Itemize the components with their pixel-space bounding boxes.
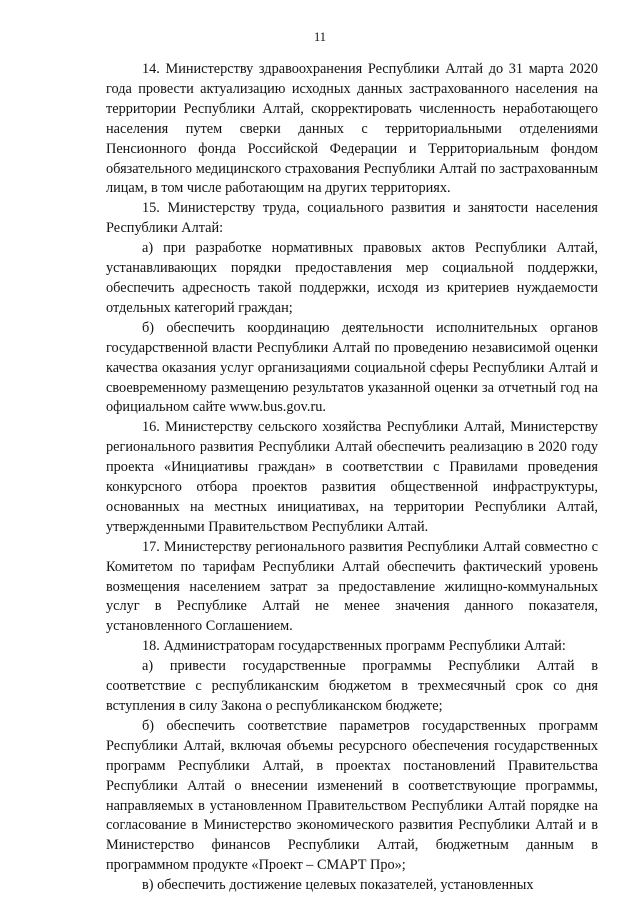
paragraph-18v: в) обеспечить достижение целевых показателей, установленных [142, 877, 534, 894]
paragraph-15: 15. Министерству труда, социального развития и занятости населения Республики Алтай: [106, 200, 598, 237]
paragraph-18: 18. Администраторам государственных программ Республики Алтай: [142, 638, 566, 655]
paragraph-14: 14. Министерству здравоохранения Республики Алтай до 31 марта 2020 года провести актуализацию исходных данных застрахованного населения на территории Республики Алтай, скорректировать численность неработающего населения путем сверки данных с территориальными отделениями Пенсионного фонда Российской Федерации и Территориальным фондом обязательного медицинского страхования Республики Алтай по застрахованным лицам, в том числе работающим на других территориях. [106, 61, 598, 197]
paragraph-15b: б) обеспечить координацию деятельности исполнительных органов государственной власти Республики Алтай по проведению независимой оценки качества оказания услуг организациями социальной сферы Республики Алтай и своевременному размещению результатов указанной оценки за отчетный год на официальном сайте www.bus.gov.ru. [106, 319, 598, 416]
paragraph-17: 17. Министерству регионального развития Республики Алтай совместно с Комитетом по тарифам Республики Алтай обеспечить фактический уровень возмещения населением затрат за предоставление жилищно-коммунальных услуг в Республике Алтай не менее значения данного показателя, установленного Соглашением. [106, 538, 598, 635]
paragraph-16: 16. Министерству сельского хозяйства Республики Алтай, Министерству регионального развития Республики Алтай обеспечить реализацию в 2020 году проекта «Инициативы граждан» в соответствии с Правилами проведения конкурсного отбора проектов развития общественной инфраструктуры, основанных на местных инициативах, на территории Республики Алтай, утвержденными Правительством Республики Алтай. [106, 419, 598, 535]
paragraph-18b: б) обеспечить соответствие параметров государственных программ Республики Алтай, включая объемы ресурсного обеспечения государственных программ Республики Алтай, в проектах постановлений Правительства Республики Алтай о внесении изменений в соответствующие программы, направляемых в установленном Правительством Республики Алтай порядке на согласование в Министерство экономического развития Республики Алтай и в Министерство финансов Республики Алтай, бюджетным данным в программном продукте «Проект – СМАРТ Про»; [106, 717, 598, 874]
document-body [106, 60, 598, 896]
paragraph-18a: а) привести государственные программы Республики Алтай в соответствие с республиканским бюджетом в трехмесячный срок со дня вступления в силу Закона о республиканском бюджете; [106, 658, 598, 714]
page-number: 11 [313, 30, 327, 44]
paragraph-15a: а) при разработке нормативных правовых актов Республики Алтай, устанавливающих порядки предоставления мер социальной поддержки, обеспечить адресность такой поддержки, исходя из критериев нуждаемости отдельных категорий граждан; [106, 240, 598, 316]
